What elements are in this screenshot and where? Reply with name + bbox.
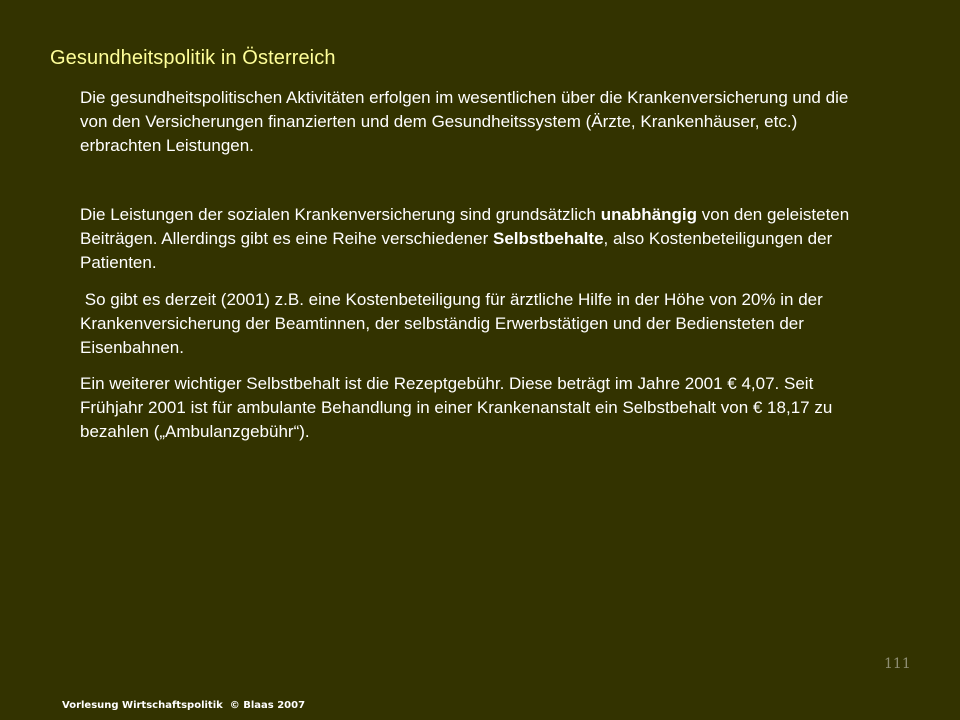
paragraph-text-segment: , also Kostenbeteiligungen der Patienten. [80, 229, 833, 272]
slide-title: Gesundheitspolitik in Österreich [50, 47, 336, 69]
paragraph-benefits-independent [80, 203, 880, 275]
paragraph-text-segment: Die Leistungen der sozialen Krankenversicherung sind grundsätzlich [80, 205, 601, 224]
paragraph-health-activities: Die gesundheitspolitischen Aktivitäten erfolgen im wesentlichen über die Krankenversicherung und die von den Versicherungen finanzierten und dem Gesundheitssystem (Ärzte, Krankenhäuser, etc.) erbrachten Leistungen. [80, 88, 849, 155]
page-number: 111 [884, 656, 911, 672]
emphasis-selbstbehalte: Selbstbehalte [492, 229, 604, 248]
paragraph-text-segment: von den geleisteten Beiträgen. Allerdings gibt es eine Reihe verschiedener [80, 205, 850, 248]
paragraph-cost-sharing-example: So gibt es derzeit (2001) z.B. eine Kostenbeteiligung für ärztliche Hilfe in der Höhe von 20% in der Krankenversicherung der Beamtinnen, der selbständig Erwerbstätigen und der Bediensteten der Eisenbahnen. [80, 290, 828, 357]
paragraph-prescription-fee: Ein weiterer wichtiger Selbstbehalt ist die Rezeptgebühr. Diese beträgt im Jahre 2001 € 4,07. Seit Frühjahr 2001 ist für ambulante Behandlung in einer Krankenanstalt ein Selbstbehalt von € 18,17 zu bezahlen („Ambulanzgebühr“). [80, 374, 833, 441]
emphasis-unabhaengig: unabhängig [600, 205, 698, 224]
footer-credit: Vorlesung Wirtschaftspolitik © Blaas 2007 [62, 700, 306, 711]
